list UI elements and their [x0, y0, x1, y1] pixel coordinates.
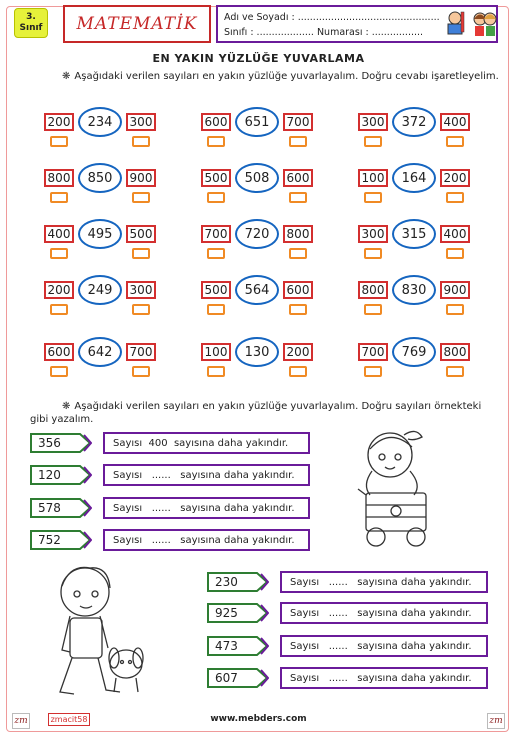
instruction-1-text: Aşağıdaki verilen sayıları en yakın yüzlüğe yuvarlayalım. Doğru cevabı işaretleyelim.	[74, 71, 499, 82]
upper-answer-checkbox[interactable]	[132, 136, 150, 147]
upper-answer-checkbox[interactable]	[132, 192, 150, 203]
class-line: Sınıfı : ................... Numarası : .................	[224, 27, 424, 38]
upper-answer-checkbox[interactable]	[132, 248, 150, 259]
subject-title: MATEMATİK	[76, 14, 198, 34]
lower-answer-checkbox[interactable]	[364, 248, 382, 259]
arrow-tag-number: 356	[38, 436, 61, 450]
arrow-tag-number: 473	[215, 639, 238, 653]
number-arrow-tag	[207, 603, 277, 623]
author-tag: zmacit58	[48, 713, 90, 726]
number-arrow-tag	[30, 465, 100, 485]
lower-hundred-box: 600	[44, 343, 74, 361]
answer-sentence[interactable]: Sayısı ...... sayısına daha yakındır.	[103, 497, 310, 519]
zm-logo-left: zm	[12, 713, 30, 729]
upper-answer-checkbox[interactable]	[289, 248, 307, 259]
upper-hundred-box: 900	[440, 281, 470, 299]
number-arrow-tag	[30, 530, 100, 550]
lower-hundred-box: 100	[201, 343, 231, 361]
upper-hundred-box: 300	[126, 281, 156, 299]
grade-label: Sınıf	[19, 23, 43, 33]
number-oval: 830	[392, 275, 436, 305]
upper-answer-checkbox[interactable]	[446, 248, 464, 259]
number-arrow-tag	[207, 668, 277, 688]
lower-hundred-box: 500	[201, 169, 231, 187]
lower-answer-checkbox[interactable]	[50, 192, 68, 203]
lower-hundred-box: 700	[358, 343, 388, 361]
upper-hundred-box: 400	[440, 113, 470, 131]
answer-sentence[interactable]: Sayısı ...... sayısına daha yakındır.	[103, 464, 310, 486]
upper-answer-checkbox[interactable]	[446, 136, 464, 147]
instruction-1	[62, 70, 499, 83]
number-oval: 769	[392, 337, 436, 367]
arrow-tag-number: 925	[215, 606, 238, 620]
children-icon	[472, 10, 498, 42]
number-oval: 850	[78, 163, 122, 193]
answer-sentence[interactable]: Sayısı ...... sayısına daha yakındır.	[280, 635, 488, 657]
answer-sentence[interactable]: Sayısı ...... sayısına daha yakındır.	[280, 571, 488, 593]
lower-answer-checkbox[interactable]	[207, 304, 225, 315]
upper-hundred-box: 300	[126, 113, 156, 131]
upper-hundred-box: 200	[440, 169, 470, 187]
boy-with-dog-illustration	[40, 560, 150, 700]
upper-answer-checkbox[interactable]	[289, 304, 307, 315]
grade-number: 3.	[26, 12, 36, 22]
answer-sentence[interactable]: Sayısı 400 sayısına daha yakındır.	[103, 432, 310, 454]
lower-hundred-box: 800	[44, 169, 74, 187]
lower-answer-checkbox[interactable]	[364, 192, 382, 203]
lower-answer-checkbox[interactable]	[364, 136, 382, 147]
answer-sentence[interactable]: Sayısı ...... sayısına daha yakındır.	[280, 667, 488, 689]
lower-hundred-box: 200	[44, 281, 74, 299]
upper-hundred-box: 600	[283, 169, 313, 187]
number-oval: 249	[78, 275, 122, 305]
subject-title-box	[63, 5, 211, 43]
upper-hundred-box: 700	[283, 113, 313, 131]
lower-answer-checkbox[interactable]	[50, 136, 68, 147]
girl-in-cart-illustration	[352, 425, 442, 553]
instruction-2-text-line1: Aşağıdaki verilen sayıları en yakın yüzlüğe yuvarlayalım. Doğru sayıları örnekteki	[74, 401, 482, 412]
arrow-tag-number: 578	[38, 501, 61, 515]
upper-answer-checkbox[interactable]	[446, 366, 464, 377]
upper-hundred-box: 800	[440, 343, 470, 361]
answer-sentence[interactable]: Sayısı ...... sayısına daha yakındır.	[103, 529, 310, 551]
lower-hundred-box: 600	[201, 113, 231, 131]
number-arrow-tag	[207, 572, 277, 592]
number-oval: 651	[235, 107, 279, 137]
zm-logo-right: zm	[487, 713, 505, 729]
lower-answer-checkbox[interactable]	[50, 304, 68, 315]
lower-answer-checkbox[interactable]	[207, 136, 225, 147]
lower-answer-checkbox[interactable]	[364, 366, 382, 377]
number-oval: 720	[235, 219, 279, 249]
upper-hundred-box: 600	[283, 281, 313, 299]
number-oval: 164	[392, 163, 436, 193]
upper-answer-checkbox[interactable]	[289, 366, 307, 377]
number-oval: 130	[235, 337, 279, 367]
upper-answer-checkbox[interactable]	[132, 366, 150, 377]
upper-answer-checkbox[interactable]	[446, 304, 464, 315]
number-oval: 508	[235, 163, 279, 193]
arrow-tag-number: 120	[38, 468, 61, 482]
flower-icon: ❋	[62, 401, 71, 412]
pencil-boy-icon	[444, 10, 466, 42]
lower-answer-checkbox[interactable]	[207, 366, 225, 377]
lower-hundred-box: 200	[44, 113, 74, 131]
number-oval: 372	[392, 107, 436, 137]
upper-answer-checkbox[interactable]	[132, 304, 150, 315]
footer-url[interactable]: www.mebders.com	[210, 714, 307, 724]
flower-icon: ❋	[62, 71, 71, 82]
arrow-tag-number: 752	[38, 533, 61, 547]
number-oval: 642	[78, 337, 122, 367]
instruction-2-line2: gibi yazalım.	[30, 414, 94, 425]
lower-hundred-box: 700	[201, 225, 231, 243]
lower-answer-checkbox[interactable]	[207, 248, 225, 259]
upper-hundred-box: 500	[126, 225, 156, 243]
upper-answer-checkbox[interactable]	[446, 192, 464, 203]
upper-hundred-box: 800	[283, 225, 313, 243]
lower-hundred-box: 400	[44, 225, 74, 243]
number-oval: 564	[235, 275, 279, 305]
arrow-tag-number: 607	[215, 671, 238, 685]
arrow-tag-number: 230	[215, 575, 238, 589]
lower-hundred-box: 300	[358, 225, 388, 243]
upper-answer-checkbox[interactable]	[289, 136, 307, 147]
number-oval: 315	[392, 219, 436, 249]
lower-answer-checkbox[interactable]	[364, 304, 382, 315]
lower-answer-checkbox[interactable]	[50, 248, 68, 259]
lower-hundred-box: 800	[358, 281, 388, 299]
number-arrow-tag	[207, 636, 277, 656]
number-arrow-tag	[30, 498, 100, 518]
number-arrow-tag	[30, 433, 100, 453]
lower-hundred-box: 300	[358, 113, 388, 131]
name-line: Adı ve Soyadı : ...............................................	[224, 12, 440, 23]
number-oval: 234	[78, 107, 122, 137]
answer-sentence[interactable]: Sayısı ...... sayısına daha yakındır.	[280, 602, 488, 624]
lower-answer-checkbox[interactable]	[50, 366, 68, 377]
upper-hundred-box: 700	[126, 343, 156, 361]
lower-hundred-box: 100	[358, 169, 388, 187]
grade-badge	[14, 8, 48, 38]
number-oval: 495	[78, 219, 122, 249]
upper-answer-checkbox[interactable]	[289, 192, 307, 203]
instruction-2	[62, 400, 481, 413]
lower-hundred-box: 500	[201, 281, 231, 299]
lower-answer-checkbox[interactable]	[207, 192, 225, 203]
section-title: EN YAKIN YÜZLÜĞE YUVARLAMA	[152, 52, 365, 65]
upper-hundred-box: 900	[126, 169, 156, 187]
upper-hundred-box: 200	[283, 343, 313, 361]
upper-hundred-box: 400	[440, 225, 470, 243]
